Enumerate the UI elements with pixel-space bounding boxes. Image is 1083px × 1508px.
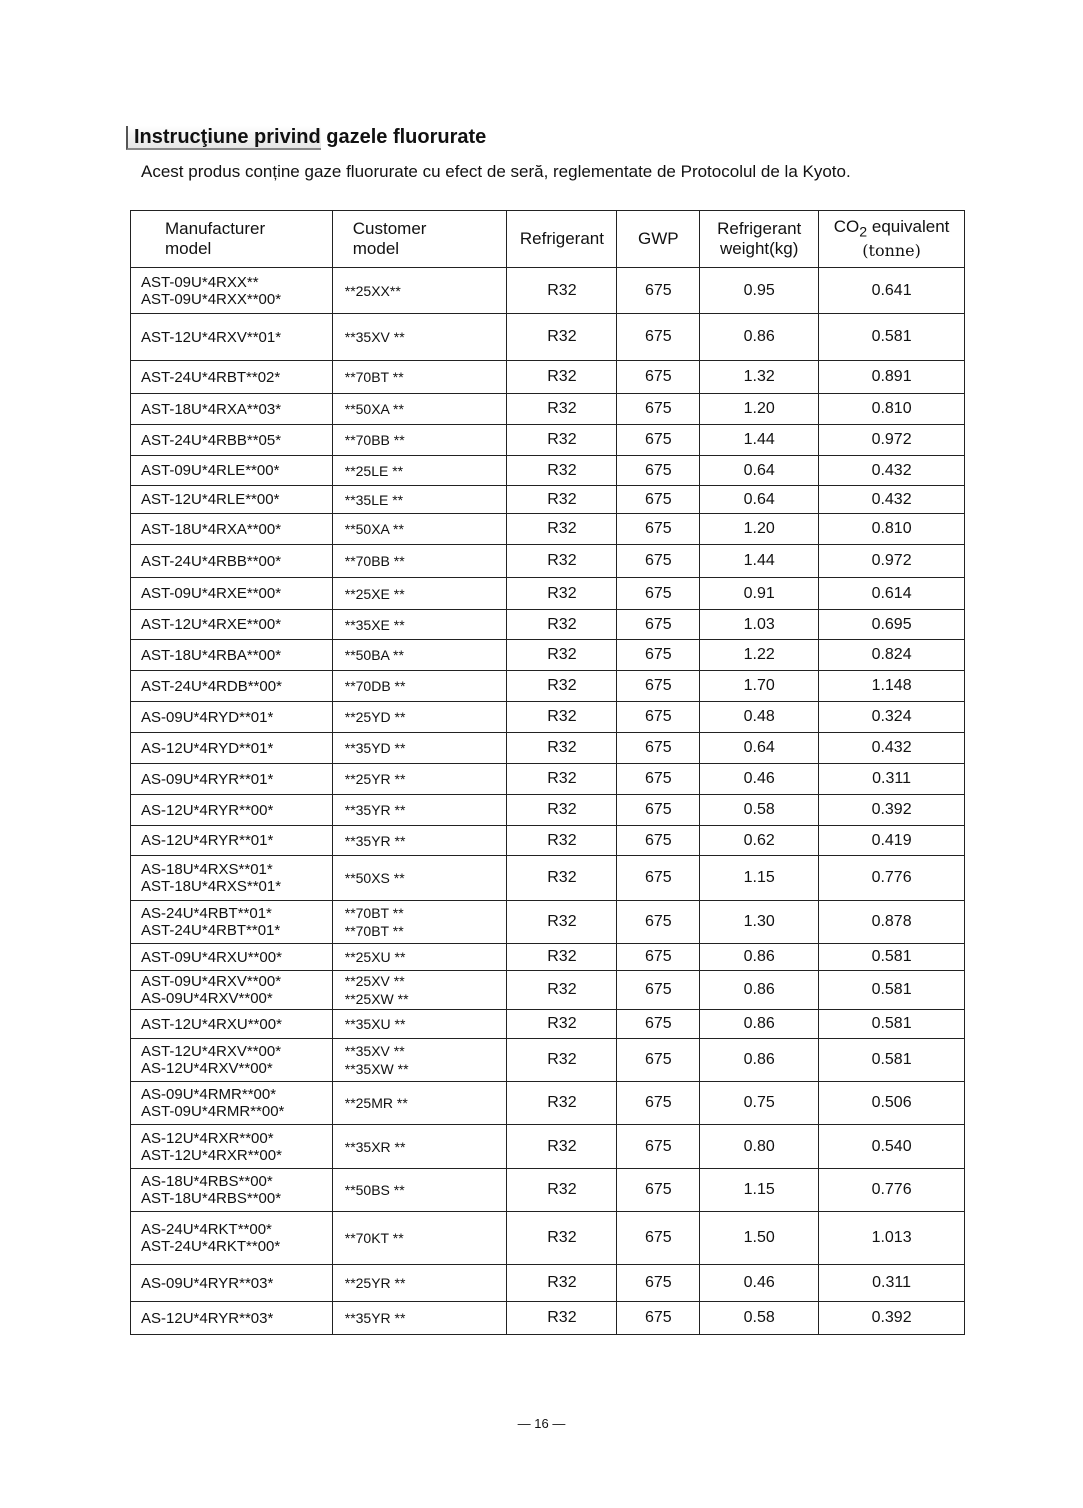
gwp-cell: 675 [617,394,700,425]
customer-model-cell [332,944,507,971]
manufacturer-model-cell-line: AST-24U*4RBT**01* [141,922,281,939]
gwp-cell: 675 [617,545,700,578]
manufacturer-model-cell-line: AST-18U*4RBA**00* [141,646,282,664]
table-row [131,795,965,826]
customer-model-cell-line: **50XA ** [344,401,404,417]
gwp-cell: 675 [617,425,700,456]
manufacturer-model-cell-line: AST-12U*4RXV**01* [141,328,282,346]
manufacturer-model-cell [131,764,333,795]
weight-cell: 0.64 [700,486,819,514]
customer-model-cell [332,971,507,1010]
gwp-cell: 675 [617,640,700,671]
refrigerant-cell: R32 [507,425,617,456]
co2-equivalent-cell: 0.311 [819,1265,965,1302]
table-row [131,456,965,486]
customer-model-cell-line: **25XE ** [344,585,405,602]
manufacturer-model-cell-line: AST-18U*4RXA**03* [141,400,282,418]
customer-model-cell [332,578,507,610]
co2-equivalent-cell: 1.013 [819,1212,965,1265]
co2-equivalent-cell: 0.392 [819,795,965,826]
refrigerant-cell: R32 [507,856,617,901]
customer-model-cell [332,486,507,514]
gwp-cell: 675 [617,486,700,514]
table-row [131,1125,965,1169]
co2-equivalent-cell: 0.581 [819,944,965,971]
manufacturer-model-cell-line: AST-24U*4RBT**02* [141,368,281,386]
weight-cell: 0.75 [700,1082,819,1125]
manufacturer-model-cell-line: AST-09U*4RMR**00* [141,1103,285,1120]
customer-model-cell-line: **25YR ** [344,771,406,787]
weight-cell: 0.86 [700,314,819,361]
manufacturer-model-cell [131,826,333,856]
refrigerant-cell: R32 [507,944,617,971]
weight-cell: 0.58 [700,1302,819,1335]
table-row [131,764,965,795]
header-gwp: GWP [617,211,700,268]
manufacturer-model-cell [131,314,333,361]
gwp-cell: 675 [617,1212,700,1265]
manufacturer-model-cell-line: AS-12U*4RXV**00* [141,1060,273,1077]
page-number: — 16 — [517,1416,566,1431]
fluorinated-gas-table [130,210,965,1335]
refrigerant-cell: R32 [507,361,617,394]
manufacturer-model-cell-line: AS-18U*4RBS**00* [141,1173,273,1190]
co2-equivalent-cell: 0.972 [819,545,965,578]
refrigerant-cell: R32 [507,486,617,514]
manufacturer-model-cell [131,1082,333,1125]
manufacturer-model-cell-line: AST-12U*4RXV**00* [141,1043,282,1060]
co2-equivalent-cell: 0.810 [819,394,965,425]
co2-equivalent-cell: 0.540 [819,1125,965,1169]
customer-model-cell-line: **35XV ** [344,329,405,345]
manufacturer-model-cell [131,361,333,394]
gwp-cell: 675 [617,1265,700,1302]
table-row [131,733,965,764]
manufacturer-model-cell [131,425,333,456]
customer-model-cell-line: **25YD ** [344,709,406,725]
gwp-cell: 675 [617,795,700,826]
table-row [131,826,965,856]
gwp-cell: 675 [617,514,700,545]
refrigerant-cell: R32 [507,1169,617,1212]
refrigerant-cell: R32 [507,578,617,610]
customer-model-cell [332,795,507,826]
header-refrigerant: Refrigerant [507,211,617,268]
customer-model-cell-line: **70KT ** [344,1230,404,1246]
customer-model-cell [332,610,507,640]
manufacturer-model-cell-line: AST-09U*4RXE**00* [141,585,282,602]
table-row [131,578,965,610]
refrigerant-cell: R32 [507,514,617,545]
table-row [131,425,965,456]
manufacturer-model-cell-line: AS-09U*4RYD**01* [141,708,274,726]
table-row [131,610,965,640]
customer-model-cell [332,640,507,671]
refrigerant-cell: R32 [507,545,617,578]
customer-model-cell [332,456,507,486]
co2-equivalent-cell: 0.506 [819,1082,965,1125]
manufacturer-model-cell [131,1212,333,1265]
weight-cell: 0.58 [700,795,819,826]
table-row [131,971,965,1010]
refrigerant-cell: R32 [507,702,617,733]
manufacturer-model-cell-line: AST-24U*4RBB**00* [141,552,282,570]
refrigerant-cell: R32 [507,456,617,486]
gwp-cell: 675 [617,456,700,486]
customer-model-cell [332,1125,507,1169]
refrigerant-cell: R32 [507,1082,617,1125]
gwp-cell: 675 [617,971,700,1010]
customer-model-cell [332,1010,507,1039]
customer-model-cell-line: **50XA ** [344,521,404,537]
refrigerant-cell: R32 [507,1010,617,1039]
table-row [131,640,965,671]
table-row [131,1302,965,1335]
co2-equivalent-cell: 0.581 [819,1010,965,1039]
customer-model-cell [332,1039,507,1082]
refrigerant-cell: R32 [507,971,617,1010]
manufacturer-model-cell-line: AST-12U*4RXR**00* [141,1146,282,1164]
manufacturer-model-cell [131,545,333,578]
weight-cell: 1.30 [700,901,819,944]
customer-model-cell-line: **70BT ** [344,905,404,921]
weight-cell: 0.95 [700,268,819,314]
customer-model-cell [332,764,507,795]
manufacturer-model-cell [131,1302,333,1335]
customer-model-cell-line: **70BT ** [344,369,404,385]
manufacturer-model-cell-line: AST-24U*4RBB**05* [141,431,282,449]
refrigerant-cell: R32 [507,394,617,425]
manufacturer-model-cell [131,456,333,486]
gwp-cell: 675 [617,1302,700,1335]
customer-model-cell [332,394,507,425]
customer-model-cell [332,1212,507,1265]
manufacturer-model-cell-line: AS-12U*4RYD**01* [141,739,274,757]
weight-cell: 0.48 [700,702,819,733]
table-row [131,545,965,578]
refrigerant-cell: R32 [507,901,617,944]
weight-cell: 0.86 [700,1010,819,1039]
gwp-cell: 675 [617,671,700,702]
co2-equivalent-cell: 0.614 [819,578,965,610]
intro-text: Acest produs conține gaze fluorurate cu efect de seră, reglementate de Protocolul de la Kyoto. [141,162,851,181]
manufacturer-model-cell [131,944,333,971]
customer-model-cell-line: **35XR ** [344,1138,406,1155]
customer-model-cell [332,268,507,314]
title-highlight: Instrucţiune privind [126,126,321,150]
gwp-cell: 675 [617,764,700,795]
manufacturer-model-cell-line: AST-12U*4RXU**00* [141,1015,282,1033]
weight-cell: 1.03 [700,610,819,640]
manufacturer-model-cell-line: AS-09U*4RXV**00* [141,990,273,1007]
customer-model-cell-line: **25LE ** [344,462,404,479]
manufacturer-model-cell [131,702,333,733]
co2-equivalent-cell: 0.891 [819,361,965,394]
co2-equivalent-cell: 0.419 [819,826,965,856]
co2-equivalent-cell: 0.824 [819,640,965,671]
co2-equivalent-cell: 0.392 [819,1302,965,1335]
table-row [131,1265,965,1302]
header-co2-equivalent: $CO_2$ equivalent (tonne) [819,211,965,268]
manufacturer-model-cell-line: AST-09U*4RXU**00* [141,948,282,966]
manufacturer-model-cell-line: AST-18U*4RBS**00* [141,1190,282,1207]
customer-model-cell-line: **35YR ** [344,1310,406,1326]
weight-cell: 0.86 [700,971,819,1010]
manufacturer-model-cell [131,856,333,901]
weight-cell: 1.50 [700,1212,819,1265]
manufacturer-model-cell-line: AST-18U*4RXS**01* [141,878,282,895]
customer-model-cell-line: **35YD ** [344,740,406,756]
manufacturer-model-cell-line: AST-09U*4RXX**00* [141,290,282,308]
table-row [131,1039,965,1082]
section-title [126,126,486,149]
co2-equivalent-cell: 0.432 [819,456,965,486]
manufacturer-model-cell-line: AS-09U*4RMR**00* [141,1086,277,1103]
manufacturer-model-cell-line: AS-12U*4RXR**00* [141,1129,274,1147]
gwp-cell: 675 [617,702,700,733]
refrigerant-cell: R32 [507,1125,617,1169]
manufacturer-model-cell [131,1169,333,1212]
co2-equivalent-cell: 0.432 [819,486,965,514]
customer-model-cell-line: **50BA ** [344,647,404,663]
manufacturer-model-cell-line: AST-09U*4RXX** [141,273,259,291]
customer-model-cell-line: **70BB ** [344,432,405,448]
weight-cell: 1.15 [700,1169,819,1212]
gwp-cell: 675 [617,901,700,944]
refrigerant-cell: R32 [507,268,617,314]
weight-cell: 1.44 [700,545,819,578]
customer-model-cell-line: **70BB ** [344,553,405,569]
header-manufacturer-model: Manufacturer model [131,211,333,268]
refrigerant-cell: R32 [507,733,617,764]
refrigerant-cell: R32 [507,1212,617,1265]
manufacturer-model-cell-line: AS-09U*4RYR**01* [141,770,274,788]
customer-model-cell-line: **35YR ** [344,832,406,849]
manufacturer-model-cell-line: AST-12U*4RLE**00* [141,491,280,508]
manufacturer-model-cell [131,394,333,425]
refrigerant-cell: R32 [507,764,617,795]
co2-equivalent-cell: 0.432 [819,733,965,764]
manufacturer-model-cell-line: AS-18U*4RXS**01* [141,861,273,878]
customer-model-cell [332,545,507,578]
weight-cell: 1.20 [700,394,819,425]
manufacturer-model-cell [131,640,333,671]
co2-equivalent-cell: 0.878 [819,901,965,944]
manufacturer-model-cell-line: AST-12U*4RXE**00* [141,616,282,633]
customer-model-cell [332,826,507,856]
manufacturer-model-cell-line: AS-12U*4RYR**03* [141,1309,274,1327]
customer-model-cell [332,314,507,361]
manufacturer-model-cell-line: AS-12U*4RYR**00* [141,801,274,819]
co2-equivalent-cell: 0.324 [819,702,965,733]
table-row [131,944,965,971]
customer-model-cell [332,361,507,394]
manufacturer-model-cell-line: AST-09U*4RLE**00* [141,462,280,479]
table-row [131,1082,965,1125]
weight-cell: 0.64 [700,733,819,764]
refrigerant-cell: R32 [507,610,617,640]
table-row [131,314,965,361]
refrigerant-cell: R32 [507,795,617,826]
customer-model-cell-line: **25XV ** [344,973,405,989]
title-rest: gazele fluorurate [320,126,487,148]
table-row [131,702,965,733]
header-refrigerant-weight: Refrigerant weight(kg) [700,211,819,268]
gwp-cell: 675 [617,1039,700,1082]
manufacturer-model-cell [131,268,333,314]
co2-equivalent-cell: 0.581 [819,971,965,1010]
customer-model-cell-line: **35LE ** [344,491,404,508]
weight-cell: 1.22 [700,640,819,671]
header-customer-model: Customer model [332,211,507,268]
customer-model-cell [332,1169,507,1212]
customer-model-cell [332,733,507,764]
manufacturer-model-cell-line: AST-24U*4RDB**00* [141,677,282,695]
gwp-cell: 675 [617,1010,700,1039]
gwp-cell: 675 [617,268,700,314]
table-row [131,1010,965,1039]
manufacturer-model-cell-line: AS-12U*4RYR**01* [141,832,274,849]
table-row [131,486,965,514]
customer-model-cell-line: **35YR ** [344,802,406,818]
manufacturer-model-cell-line: AS-24U*4RKT**00* [141,1221,272,1238]
refrigerant-cell: R32 [507,640,617,671]
table-row [131,514,965,545]
customer-model-cell-line: **50XS ** [344,870,405,886]
customer-model-cell [332,671,507,702]
customer-model-cell-line: **35XE ** [344,616,405,633]
gwp-cell: 675 [617,361,700,394]
co2-equivalent-cell: 0.776 [819,1169,965,1212]
manufacturer-model-cell [131,610,333,640]
gwp-cell: 675 [617,1082,700,1125]
customer-model-cell [332,1082,507,1125]
co2-equivalent-cell: 0.810 [819,514,965,545]
customer-model-cell [332,702,507,733]
gwp-cell: 675 [617,578,700,610]
table-row [131,1212,965,1265]
manufacturer-model-cell-line: AST-18U*4RXA**00* [141,520,282,538]
customer-model-cell-line: **25MR ** [344,1095,408,1111]
weight-cell: 0.91 [700,578,819,610]
gwp-cell: 675 [617,314,700,361]
gwp-cell: 675 [617,944,700,971]
co2-equivalent-cell: 0.776 [819,856,965,901]
customer-model-cell-line: **25XX** [344,282,401,299]
table-row [131,901,965,944]
gwp-cell: 675 [617,856,700,901]
customer-model-cell-line: **35XU ** [344,1016,406,1032]
customer-model-cell [332,425,507,456]
weight-cell: 0.86 [700,1039,819,1082]
customer-model-cell-line: **70DB ** [344,678,406,694]
manufacturer-model-cell-line: AST-09U*4RXV**00* [141,973,282,990]
weight-cell: 1.32 [700,361,819,394]
customer-model-cell-line: **35XW ** [344,1061,409,1077]
customer-model-cell-line: **70BT ** [344,923,404,939]
manufacturer-model-cell [131,733,333,764]
manufacturer-model-cell [131,1265,333,1302]
customer-model-cell [332,856,507,901]
manufacturer-model-cell [131,971,333,1010]
refrigerant-cell: R32 [507,314,617,361]
table-row [131,268,965,314]
manufacturer-model-cell [131,1039,333,1082]
manufacturer-model-cell [131,514,333,545]
table-row [131,671,965,702]
customer-model-cell-line: **25XW ** [344,991,409,1007]
manufacturer-model-cell-line: AST-24U*4RKT**00* [141,1238,281,1255]
customer-model-cell-line: **50BS ** [344,1182,405,1198]
refrigerant-cell: R32 [507,1039,617,1082]
weight-cell: 0.62 [700,826,819,856]
customer-model-cell-line: **25XU ** [344,949,406,965]
refrigerant-cell: R32 [507,671,617,702]
co2-equivalent-cell: 0.972 [819,425,965,456]
customer-model-cell-line: **35XV ** [344,1043,405,1059]
weight-cell: 0.86 [700,944,819,971]
refrigerant-cell: R32 [507,826,617,856]
manufacturer-model-cell-line: AS-24U*4RBT**01* [141,905,272,922]
gwp-cell: 675 [617,610,700,640]
manufacturer-model-cell [131,578,333,610]
weight-cell: 0.46 [700,1265,819,1302]
weight-cell: 1.20 [700,514,819,545]
manufacturer-model-cell [131,1010,333,1039]
weight-cell: 0.80 [700,1125,819,1169]
co2-equivalent-cell: 0.641 [819,268,965,314]
weight-cell: 0.46 [700,764,819,795]
table-row [131,856,965,901]
co2-equivalent-cell: 0.695 [819,610,965,640]
manufacturer-model-cell [131,671,333,702]
table-header-row [131,211,965,268]
refrigerant-cell: R32 [507,1265,617,1302]
table-row [131,361,965,394]
table-row [131,1169,965,1212]
co2-equivalent-cell: 0.581 [819,1039,965,1082]
co2-equivalent-cell: 0.311 [819,764,965,795]
co2-equivalent-cell: 0.581 [819,314,965,361]
weight-cell: 1.70 [700,671,819,702]
co2-equivalent-cell: 1.148 [819,671,965,702]
manufacturer-model-cell [131,795,333,826]
manufacturer-model-cell-line: AS-09U*4RYR**03* [141,1274,274,1292]
gwp-cell: 675 [617,826,700,856]
customer-model-cell [332,514,507,545]
manufacturer-model-cell [131,486,333,514]
gwp-cell: 675 [617,1169,700,1212]
weight-cell: 0.64 [700,456,819,486]
manufacturer-model-cell [131,901,333,944]
weight-cell: 1.44 [700,425,819,456]
customer-model-cell [332,901,507,944]
gwp-cell: 675 [617,1125,700,1169]
table-row [131,394,965,425]
manufacturer-model-cell [131,1125,333,1169]
weight-cell: 1.15 [700,856,819,901]
customer-model-cell [332,1265,507,1302]
gwp-cell: 675 [617,733,700,764]
refrigerant-cell: R32 [507,1302,617,1335]
customer-model-cell [332,1302,507,1335]
customer-model-cell-line: **25YR ** [344,1275,406,1291]
